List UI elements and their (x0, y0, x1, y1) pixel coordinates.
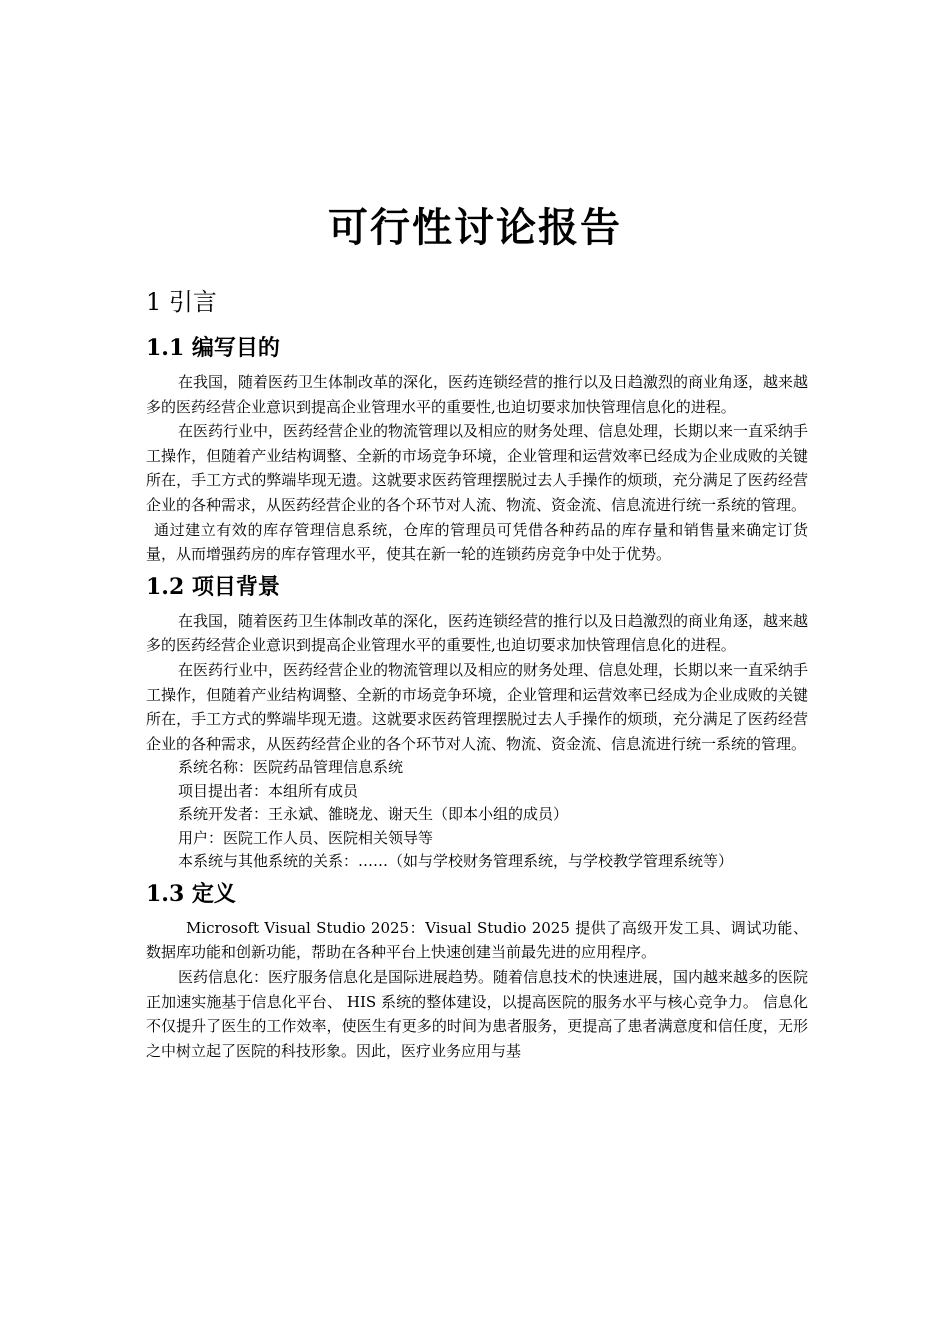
list-item: 系统开发者：王永斌、雒晓龙、谢天生（即本小组的成员） (178, 805, 569, 824)
paragraph: 在医药行业中，医药经营企业的物流管理以及相应的财务处理、信息处理，长期以来一直采纳手工操作，但随着产业结构调整、全新的市场竞争环境，企业管理和运营效率已经成为企业成败的关键所在，手工方式的弊端毕现无遗。这就要求医药管理摆脱过去人手操作的烦琐，充分满足了医药经营企业的各种需求，从医药经营企业的各个环节对人流、物流、资金流、信息流进行统一系统的管理。 (146, 422, 809, 514)
paragraph: Microsoft Visual Studio 2025：Visual Studio 2025 提供了高级开发工具、调试功能、数据库功能和创新功能，帮助在各种平台上快速创建当前最先进的应用程序。 (146, 918, 808, 962)
section-heading-definitions: 1.3 定义 (146, 880, 236, 907)
document-body (146, 284, 808, 1063)
paragraph: 通过建立有效的库存管理信息系统，仓库的管理员可凭借各种药品的库存量和销售量来确定订货量，从而增强药房的库存管理水平，使其在新一轮的连锁药房竞争中处于优势。 (146, 520, 808, 564)
paragraph: 医药信息化：医疗服务信息化是国际进展趋势。随着信息技术的快速进展，国内越来越多的医院正加速实施基于信息化平台、 HIS 系统的整体建设，以提高医院的服务水平与核心竞争力。 信息化不仅提升了医生的工作效率，使医生有更多的时间为患者服务，更提高了患者满意度和信任度，无形之中树立起了医院的科技形象。因此，医疗业务应用与基 (146, 968, 809, 1060)
section-heading-introduction: 1 引言 (146, 288, 217, 316)
paragraph: 在我国，随着医药卫生体制改革的深化，医药连锁经营的推行以及日趋激烈的商业角逐，越来越多的医药经营企业意识到提高企业管理水平的重要性,也迫切要求加快管理信息化的进程。 (146, 611, 809, 655)
list-item: 本系统与其他系统的关系：……（如与学校财务管理系统，与学校教学管理系统等） (178, 852, 734, 871)
paragraph: 在我国，随着医药卫生体制改革的深化，医药连锁经营的推行以及日趋激烈的商业角逐，越来越多的医药经营企业意识到提高企业管理水平的重要性,也迫切要求加快管理信息化的进程。 (146, 373, 809, 416)
section-heading-purpose: 1.1 编写目的 (146, 335, 280, 361)
document-title: 可行性讨论报告 (328, 204, 622, 251)
list-item: 系统名称：医院药品管理信息系统 (178, 758, 404, 777)
paragraph: 在医药行业中，医药经营企业的物流管理以及相应的财务处理、信息处理，长期以来一直采纳手工操作，但随着产业结构调整、全新的市场竞争环境，企业管理和运营效率已经成为企业成败的关键所在，手工方式的弊端毕现无遗。这就要求医药管理摆脱过去人手操作的烦琐，充分满足了医药经营企业的各种需求，从医药经营企业的各个环节对人流、物流、资金流、信息流进行统一系统的管理。 (146, 660, 809, 753)
section-heading-background: 1.2 项目背景 (146, 573, 280, 600)
list-item: 项目提出者：本组所有成员 (178, 781, 359, 800)
list-item: 用户：医院工作人员、医院相关领导等 (178, 828, 434, 847)
